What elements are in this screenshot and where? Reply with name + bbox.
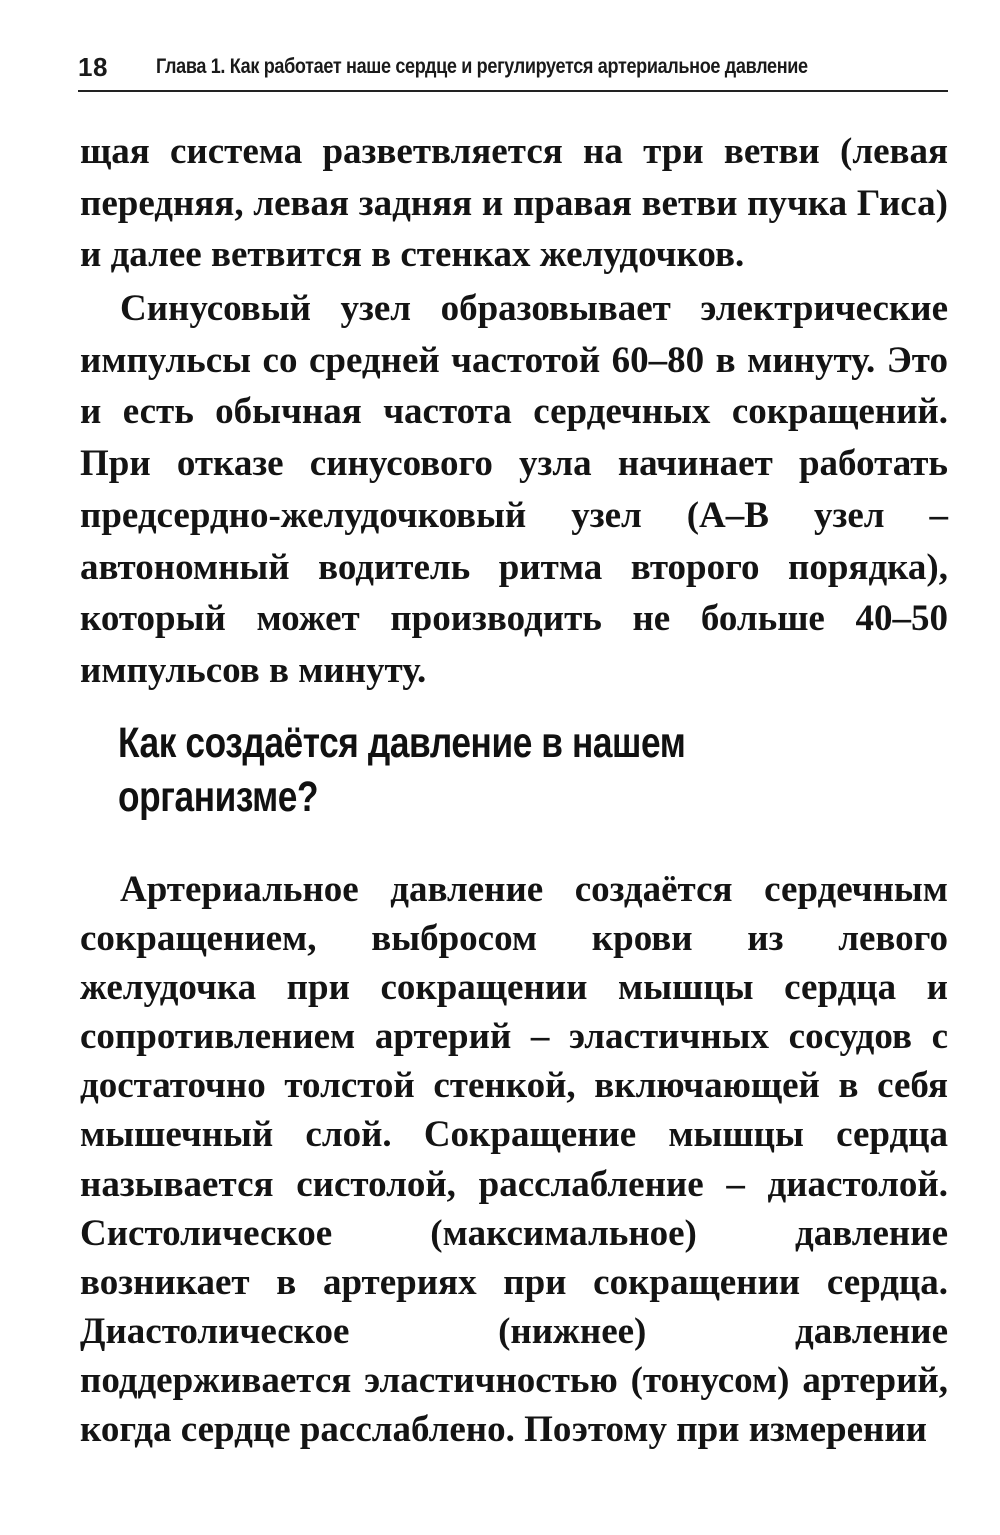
running-header — [78, 44, 948, 92]
body-paragraph-arterial-pressure: Артериальное давление создаётся сердечным сокращением, выбросом крови из левого желудочка при сокращении мышцы сердца и сопротивлением артерий – эластичных сосудов с достаточно толстой стенкой, включающей в себя мышечный слой. Сокращение мышцы сердца называется систолой, расслабление – диастолой. Систолическое (максимальное) давление возникает в артериях при сокращении сердца. Диастолическое (нижнее) давление поддерживается эластичностью (тонусом) артерий, когда сердце расслаблено. Поэтому при измерении — [80, 869, 948, 1451]
body-paragraph-continued: щая система разветвляется на три ветви (левая передняя, левая задняя и правая ветви пучка Гиса) и далее ветвится в стенках желудочков. — [80, 131, 948, 276]
chapter-title: Глава 1. Как работает наше сердце и регулируется артериальное давление — [155, 55, 808, 78]
section-heading: Как создаётся давление в нашем организме? — [118, 719, 686, 821]
page-number: 18 — [78, 51, 108, 82]
body-paragraph-sinus-node: Синусовый узел образовывает электрические импульсы со средней частотой 60–80 в минуту. Это и есть обычная частота сердечных сокращений. При отказе синусового узла начинает работать предсердно-желудочковый узел (А–В узел – автономный водитель ритма второго порядка), который может производить не больше 40–50 импульсов в минуту. — [80, 288, 948, 691]
